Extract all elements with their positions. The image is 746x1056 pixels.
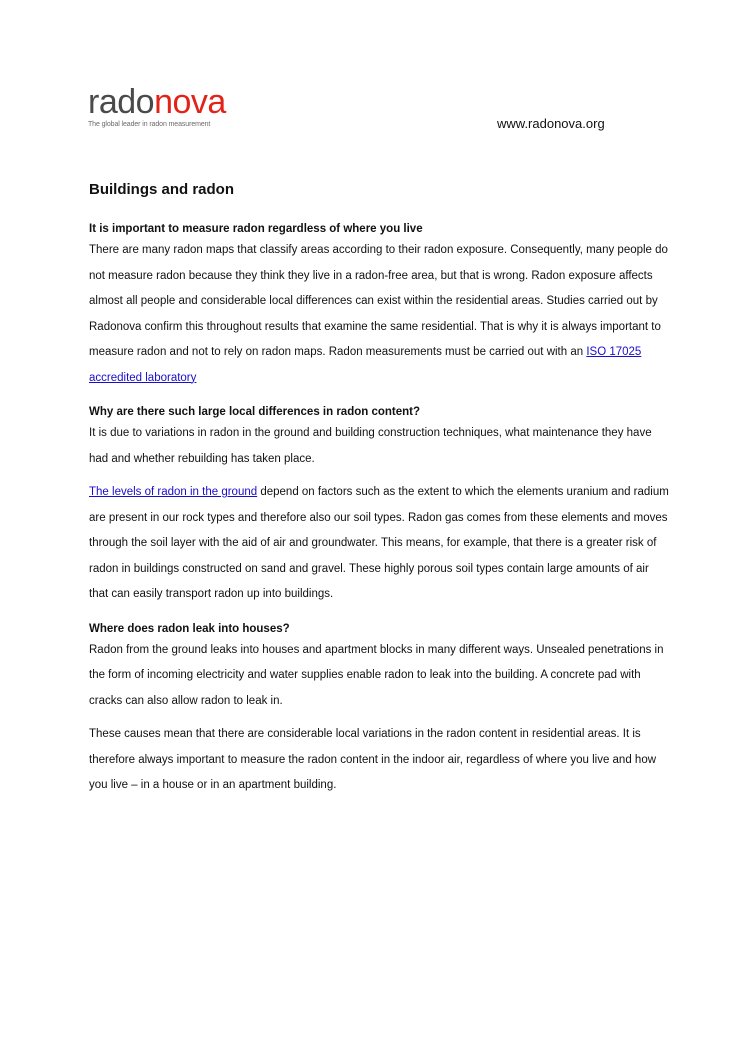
logo-wordmark-radon: rado — [88, 83, 155, 121]
section-heading-measure-radon: It is important to measure radon regardless of where you live — [89, 223, 423, 235]
section-body-radon-levels — [89, 480, 669, 608]
section-body-local-differences: It is due to variations in radon in the ground and building construction techniques, what maintenance they have had and whether rebuilding has taken place. — [89, 427, 652, 465]
section-body-measure-radon — [89, 238, 669, 391]
website-url: www.radonova.org — [497, 116, 605, 131]
logo-wordmark-nova: nova — [154, 83, 226, 121]
section-heading-local-differences: Why are there such large local differences in radon content? — [89, 406, 421, 418]
logo-wordmark — [88, 82, 226, 122]
radon-levels-in-ground-link[interactable]: The levels of radon in the ground — [89, 486, 258, 498]
radonova-logo — [88, 82, 248, 134]
iso-accredited-laboratory-link[interactable]: ISO 17025 accredited laboratory — [89, 346, 642, 384]
section-heading-radon-leak: Where does radon leak into houses? — [89, 622, 290, 635]
section-body-radon-leak: Radon from the ground leaks into houses and apartment blocks in many different ways. Unsealed penetrations in the form of incoming electricity and water supplies enable radon to leak into the building. A concrete pad with cracks can also allow radon to leak in. — [89, 643, 664, 707]
section-body-text: depend on factors such as the extent to which the elements uranium and radium are present in our rock types and therefore also our soil types. Radon gas comes from these elements and moves through the soil layer with the aid of air and groundwater. This means, for example, that there is a greater risk of radon in buildings constructed on sand and gravel. These highly porous soil types contain large amounts of air that can easily transport radon up into buildings. — [89, 486, 669, 600]
article-title: Buildings and radon — [89, 181, 234, 198]
section-body-local-variations: These causes mean that there are considerable local variations in the radon content in residential areas. It is therefore always important to measure the radon content in the indoor air, regardless of where you live and how you live – in a house or in an apartment building. — [89, 728, 657, 791]
logo-tagline: The global leader in radon measurement — [88, 121, 211, 128]
section-body-text: There are many radon maps that classify areas according to their radon exposure. Consequently, many people do not measure radon because they think they live in a radon-free area, but that is wrong. Radon exposure affects almost all people and considerable local differences can exist within the residential areas. Studies carried out by Radonova confirm this throughout results that examine the same residential. That is why it is always important to measure radon and not to rely on radon maps. Radon measurements must be carried out with an — [89, 244, 668, 358]
article-content — [89, 180, 669, 799]
